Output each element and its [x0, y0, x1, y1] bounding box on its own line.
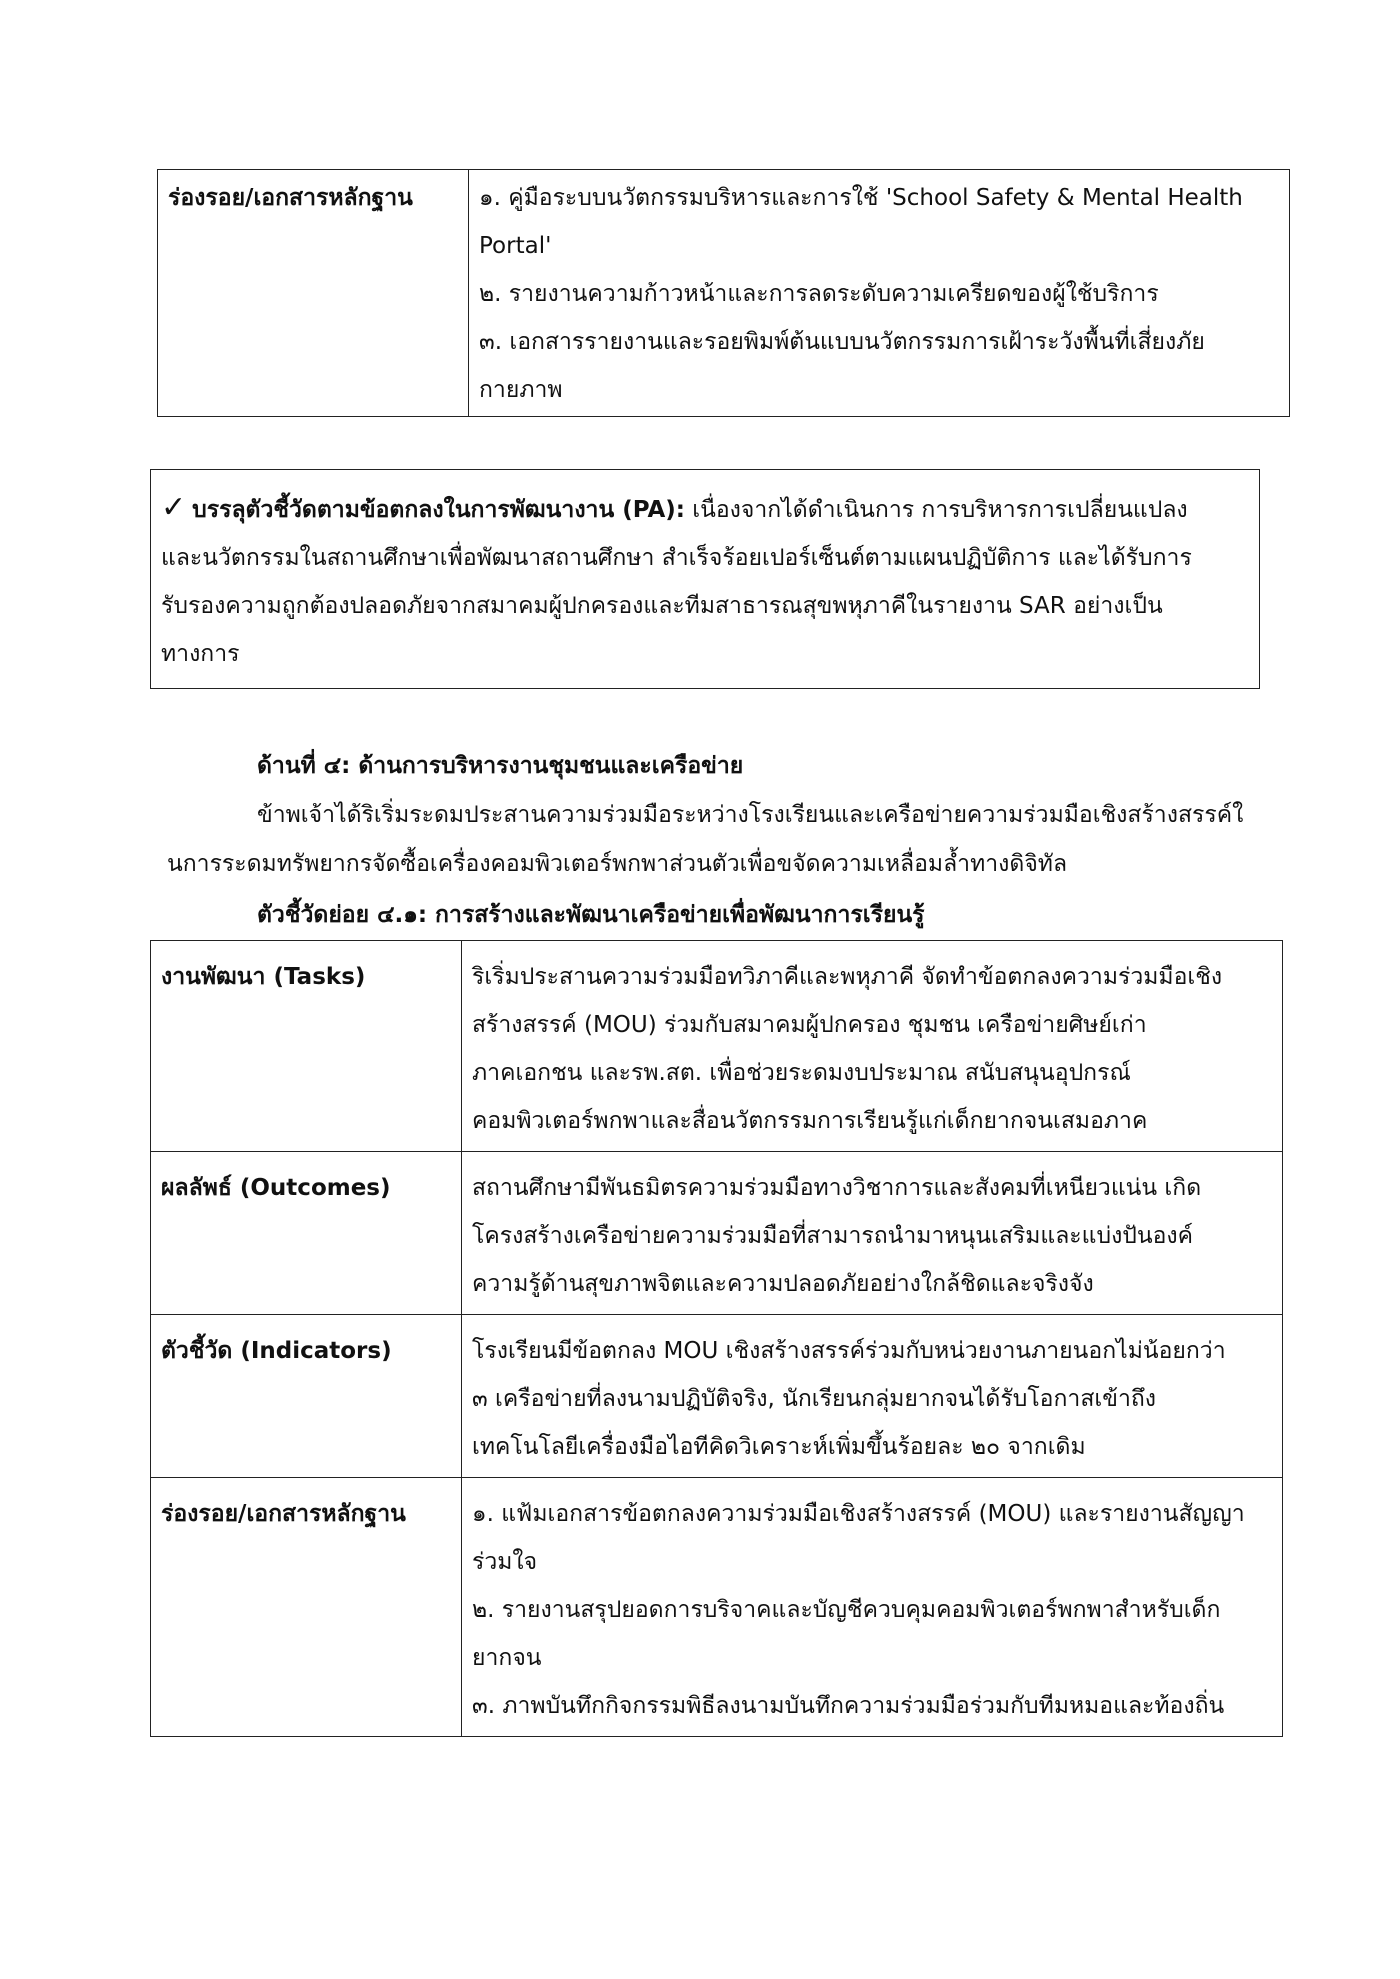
content-line: เทคโนโลยีเครื่องมือไอทีคิดวิเคราะห์เพิ่มขึ้นร้อยละ ๒๐ จากเดิม [472, 1434, 1086, 1460]
row-header: ผลลัพธ์ (Outcomes) [151, 1152, 462, 1315]
pa-first-line-text: เนื่องจากได้ดำเนินการ การบริหารการเปลี่ยนแปลง [684, 497, 1188, 523]
table-row [151, 1315, 1283, 1478]
pa-line: ทางการ [161, 641, 240, 667]
content-line: กายภาพ [479, 377, 563, 403]
sub-indicator-title: ตัวชี้วัดย่อย ๔.๑: การสร้างและพัฒนาเครือข่ายเพื่อพัฒนาการเรียนรู้ [257, 902, 925, 928]
content-line: โรงเรียนมีข้อตกลง MOU เชิงสร้างสรรค์ร่วมกับหน่วยงานภายนอกไม่น้อยกว่า [472, 1338, 1226, 1364]
row-content [469, 170, 1290, 417]
content-line: ยากจน [472, 1645, 542, 1671]
content-line: ๓. ภาพบันทึกกิจกรรมพิธีลงนามบันทึกความร่วมมือร่วมกับทีมหมอและท้องถิ่น [472, 1693, 1225, 1719]
pa-title: บรรลุตัวชี้วัดตามข้อตกลงในการพัฒนางาน (PA): [192, 497, 685, 523]
content-line: โครงสร้างเครือข่ายความร่วมมือที่สามารถนำมาหนุนเสริมและแบ่งปันองค์ [472, 1223, 1194, 1249]
pa-first-line [161, 484, 1249, 534]
table-row [151, 941, 1283, 1152]
content-line: ๒. รายงานความก้าวหน้าและการลดระดับความเครียดของผู้ใช้บริการ [479, 281, 1159, 307]
row-header: ร่องรอย/เอกสารหลักฐาน [158, 170, 469, 417]
content-line: ภาคเอกชน และรพ.สต. เพื่อช่วยระดมงบประมาณ สนับสนุนอุปกรณ์ [472, 1060, 1131, 1086]
content-line: ร่วมใจ [472, 1549, 538, 1575]
content-line: ๒. รายงานสรุปยอดการบริจาคและบัญชีควบคุมคอมพิวเตอร์พกพาสำหรับเด็ก [472, 1597, 1221, 1623]
content-line: ๓ เครือข่ายที่ลงนามปฏิบัติจริง, นักเรียนกลุ่มยากจนได้รับโอกาสเข้าถึง [472, 1386, 1157, 1412]
content-line: ๑. คู่มือระบบนวัตกรรมบริหารและการใช้ 'School Safety & Mental Health [479, 185, 1243, 211]
table-row [151, 1478, 1283, 1737]
table-row [158, 170, 1290, 417]
pa-line: รับรองความถูกต้องปลอดภัยจากสมาคมผู้ปกครองและทีมสาธารณสุขพหุภาคีในรายงาน SAR อย่างเป็น [161, 593, 1163, 619]
content-line: สร้างสรรค์ (MOU) ร่วมกับสมาคมผู้ปกครอง ชุมชน เครือข่ายศิษย์เก่า [472, 1012, 1147, 1038]
row-content [462, 941, 1283, 1152]
content-line: ริเริ่มประสานความร่วมมือทวิภาคีและพหุภาคี จัดทำข้อตกลงความร่วมมือเชิง [472, 964, 1223, 990]
evidence-table-top [157, 169, 1290, 417]
check-icon: ✓ [161, 490, 187, 525]
pa-line: และนวัตกรรมในสถานศึกษาเพื่อพัฒนาสถานศึกษา สำเร็จร้อยเปอร์เซ็นต์ตามแผนปฏิบัติการ และได้รับการ [161, 545, 1192, 571]
pa-achievement-box [150, 469, 1260, 689]
paragraph-line: นการระดมทรัพยากรจัดซื้อเครื่องคอมพิวเตอร์พกพาส่วนตัวเพื่อขจัดความเหลื่อมล้ำทางดิจิทัล [167, 851, 1068, 877]
content-line: สถานศึกษามีพันธมิตรความร่วมมือทางวิชาการและสังคมที่เหนียวแน่น เกิด [472, 1175, 1202, 1201]
row-content [462, 1152, 1283, 1315]
indicator-table [150, 940, 1283, 1737]
row-content [462, 1315, 1283, 1478]
paragraph-line: ข้าพเจ้าได้ริเริ่มระดมประสานความร่วมมือระหว่างโรงเรียนและเครือข่ายความร่วมมือเชิงสร้างสรรค์ใ [257, 802, 1244, 828]
content-line: ๑. แฟ้มเอกสารข้อตกลงความร่วมมือเชิงสร้างสรรค์ (MOU) และรายงานสัญญา [472, 1501, 1245, 1527]
row-header: ร่องรอย/เอกสารหลักฐาน [151, 1478, 462, 1737]
section-title: ด้านที่ ๔: ด้านการบริหารงานชุมชนและเครือข่าย [257, 753, 744, 779]
content-line: Portal' [479, 233, 552, 259]
content-line: ความรู้ด้านสุขภาพจิตและความปลอดภัยอย่างใกล้ชิดและจริงจัง [472, 1271, 1094, 1297]
row-content [462, 1478, 1283, 1737]
row-header: ตัวชี้วัด (Indicators) [151, 1315, 462, 1478]
table-row [151, 1152, 1283, 1315]
content-line: คอมพิวเตอร์พกพาและสื่อนวัตกรรมการเรียนรู้แก่เด็กยากจนเสมอภาค [472, 1108, 1148, 1134]
row-header: งานพัฒนา (Tasks) [151, 941, 462, 1152]
content-line: ๓. เอกสารรายงานและรอยพิมพ์ต้นแบบนวัตกรรมการเฝ้าระวังพื้นที่เสี่ยงภัย [479, 329, 1205, 355]
